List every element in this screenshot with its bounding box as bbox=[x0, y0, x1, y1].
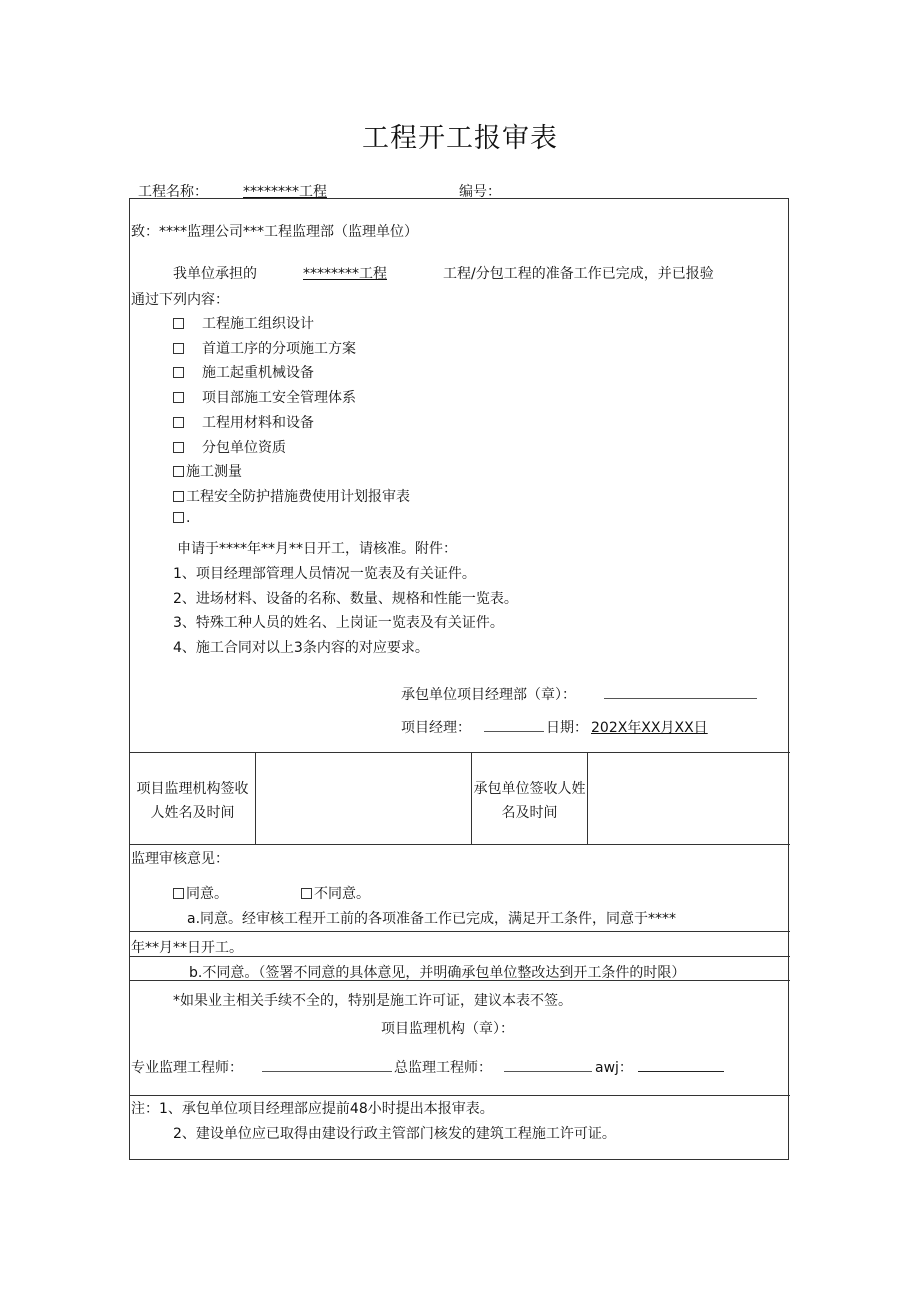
page-title: 工程开工报审表 bbox=[362, 123, 558, 154]
checklist-item[interactable]: 施工起重机械设备 bbox=[173, 362, 314, 382]
review-date-field[interactable] bbox=[638, 1057, 724, 1072]
divider-line bbox=[587, 752, 588, 844]
intro-project: ********工程 bbox=[303, 266, 387, 282]
checklist-item[interactable]: . bbox=[173, 510, 190, 526]
attachment-item: 4、施工合同对以上3条内容的对应要求。 bbox=[173, 640, 429, 656]
option-a-text: a.同意。经审核工程开工前的各项准备工作已完成，满足开工条件，同意于**** bbox=[187, 911, 677, 927]
engineer-label: 专业监理工程师： bbox=[131, 1060, 243, 1076]
checkbox[interactable] bbox=[173, 512, 184, 523]
agree-option[interactable]: 同意。 bbox=[173, 883, 228, 903]
divider-line bbox=[129, 844, 790, 845]
attachment-item: 2、进场材料、设备的名称、数量、规格和性能一览表。 bbox=[173, 591, 518, 607]
project-manager-label: 项目经理： bbox=[401, 720, 471, 736]
chief-engineer-label: 总监理工程师： bbox=[394, 1060, 492, 1076]
review-date-label: awj： bbox=[595, 1060, 633, 1076]
checkbox[interactable] bbox=[173, 392, 184, 403]
intro-prefix: 我单位承担的 bbox=[173, 266, 257, 282]
chief-engineer-field[interactable] bbox=[504, 1057, 592, 1072]
project-manager-field[interactable] bbox=[484, 717, 544, 732]
checklist-item[interactable]: 施工测量 bbox=[173, 461, 242, 481]
attachment-item: 3、特殊工种人员的姓名、上岗证一览表及有关证件。 bbox=[173, 615, 504, 631]
date-value: 202X年XX月XX日 bbox=[591, 720, 708, 736]
note-item: 注：1、承包单位项目经理部应提前48小时提出本报审表。 bbox=[131, 1101, 494, 1117]
addressee: 致：****监理公司***工程监理部（监理单位） bbox=[131, 224, 418, 240]
checklist-item[interactable]: 首道工序的分项施工方案 bbox=[173, 338, 356, 358]
start-request: 申请于****年**月**日开工，请核准。附件： bbox=[177, 541, 457, 557]
project-name-label: 工程名称： bbox=[138, 184, 208, 200]
checklist-item[interactable]: 工程用材料和设备 bbox=[173, 412, 314, 432]
supervisor-receipt-field[interactable] bbox=[257, 754, 470, 842]
review-note: *如果业主相关手续不全的，特别是施工许可证，建议本表不签。 bbox=[173, 993, 572, 1009]
checkbox[interactable] bbox=[173, 442, 184, 453]
intro-line2: 通过下列内容： bbox=[131, 292, 229, 308]
intro-suffix: 工程/分包工程的准备工作已完成，并已报验 bbox=[443, 266, 714, 282]
divider-line bbox=[255, 752, 256, 844]
number-label: 编号： bbox=[459, 184, 501, 200]
checkbox[interactable] bbox=[173, 466, 184, 477]
divider-line bbox=[129, 931, 790, 932]
checkbox[interactable] bbox=[173, 417, 184, 428]
supervision-seal-label: 项目监理机构（章）： bbox=[381, 1021, 514, 1037]
checklist-item[interactable]: 项目部施工安全管理体系 bbox=[173, 387, 356, 407]
option-b-text: b.不同意。（签署不同意的具体意见，并明确承包单位整改达到开工条件的时限） bbox=[189, 965, 686, 981]
date-label: 日期： bbox=[546, 720, 588, 736]
checklist-item[interactable]: 工程安全防护措施费使用计划报审表 bbox=[173, 486, 410, 506]
checkbox[interactable] bbox=[173, 367, 184, 378]
review-title: 监理审核意见： bbox=[131, 851, 229, 867]
contractor-receipt-label: 承包单位签收人姓名及时间 bbox=[473, 781, 586, 821]
contractor-seal-field[interactable] bbox=[604, 684, 757, 699]
attachment-item: 1、项目经理部管理人员情况一览表及有关证件。 bbox=[173, 566, 476, 582]
divider-line bbox=[129, 1095, 790, 1096]
contractor-receipt-field[interactable] bbox=[589, 754, 787, 842]
checkbox[interactable] bbox=[173, 343, 184, 354]
contractor-seal-label: 承包单位项目经理部（章）： bbox=[401, 687, 576, 703]
divider-line bbox=[129, 752, 790, 753]
agree-checkbox[interactable] bbox=[173, 888, 184, 899]
checkbox[interactable] bbox=[173, 491, 184, 502]
supervisor-receipt-label: 项目监理机构签收人姓名及时间 bbox=[136, 781, 249, 821]
checklist-item[interactable]: 分包单位资质 bbox=[173, 437, 286, 457]
checklist-item[interactable]: 工程施工组织设计 bbox=[173, 313, 314, 333]
disagree-checkbox[interactable] bbox=[301, 888, 312, 899]
project-name-value: ********工程 bbox=[243, 184, 327, 200]
disagree-option[interactable]: 不同意。 bbox=[301, 883, 370, 903]
checkbox[interactable] bbox=[173, 318, 184, 329]
note-item: 2、建设单位应已取得由建设行政主管部门核发的建筑工程施工许可证。 bbox=[173, 1126, 616, 1142]
option-a-continued: 年**月**日开工。 bbox=[131, 940, 243, 956]
engineer-field[interactable] bbox=[262, 1057, 392, 1072]
